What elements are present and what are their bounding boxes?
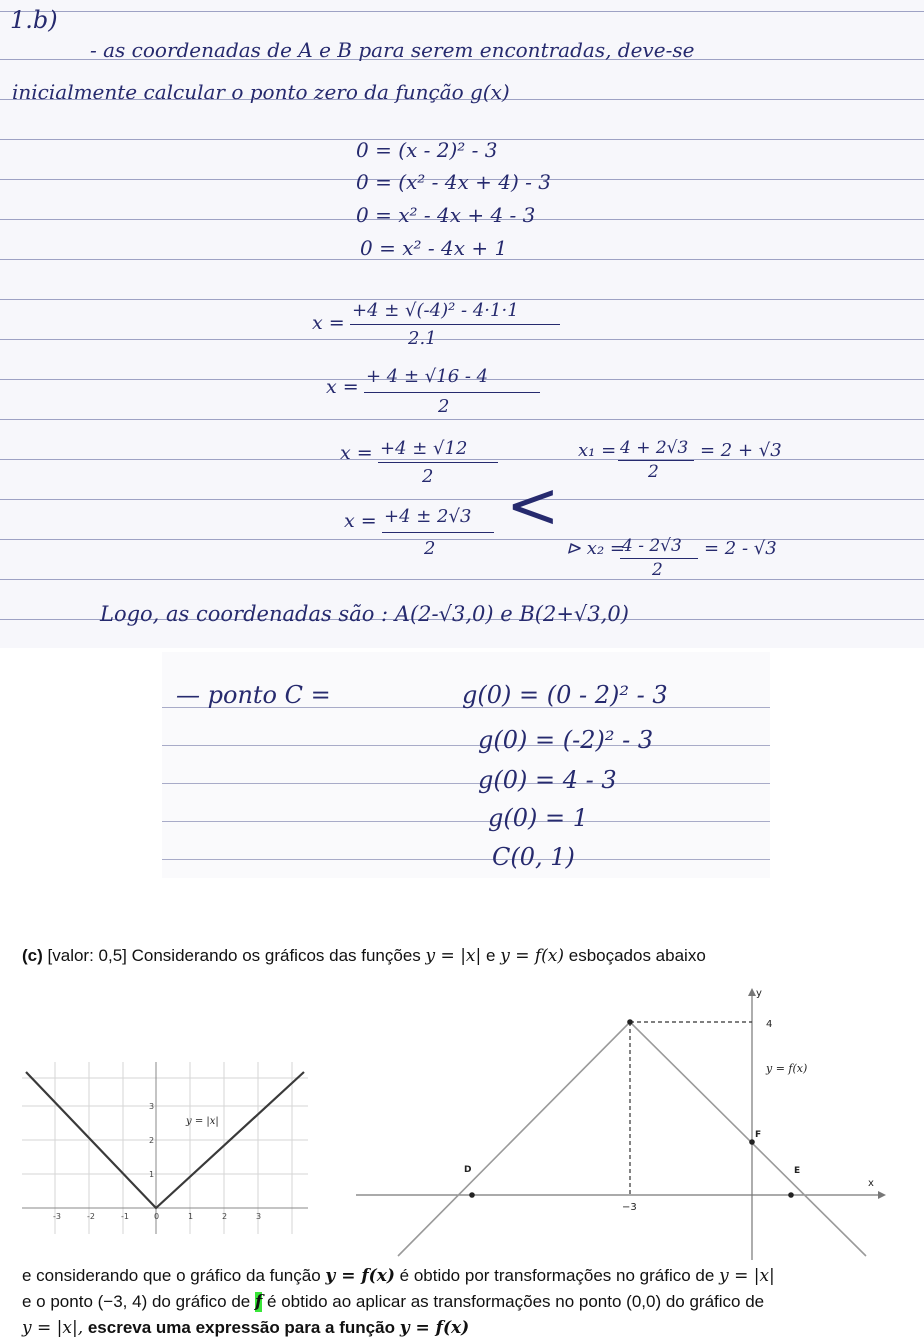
intro-line-2: inicialmente calcular o ponto zero da função g(x) [12, 80, 510, 104]
question-text-after: esboçados abaixo [568, 946, 706, 965]
vertex-point [627, 1019, 633, 1025]
point-c-step-2: g(0) = (-2)² - 3 [478, 726, 654, 754]
point-d [469, 1192, 475, 1198]
x2-denominator: 2 [652, 560, 663, 580]
point-c-label: — ponto C = [176, 681, 331, 709]
equation-2: 0 = (x² - 4x + 4) - 3 [356, 170, 551, 194]
tick-x-minus-3: −3 [622, 1202, 637, 1213]
bhaskara-3-numerator: +4 ± √12 [380, 438, 468, 459]
equation-4: 0 = x² - 4x + 1 [360, 236, 508, 260]
point-c-step-3: g(0) = 4 - 3 [478, 766, 617, 794]
bhaskara-4-denominator: 2 [424, 538, 436, 559]
point-e [788, 1192, 794, 1198]
question-line-2-b: é obtido por transformações no gráfico de [399, 1266, 715, 1285]
x1-numerator: 4 + 2√3 [620, 438, 689, 458]
equation-abs-x: y = |x| [719, 1266, 775, 1286]
x2-fraction-bar [620, 558, 698, 559]
conclusion-line: Logo, as coordenadas são : A(2-√3,0) e B(2+√3,0) [100, 602, 629, 626]
question-line-3 [22, 1292, 764, 1312]
equation-abs-x: y = |x|, [22, 1318, 84, 1338]
bhaskara-2-numerator: + 4 ± √16 - 4 [366, 366, 489, 387]
bhaskara-2-fraction-bar [364, 392, 540, 393]
x1-denominator: 2 [648, 462, 659, 482]
question-line-4 [22, 1318, 469, 1338]
graph-abs-x [22, 1062, 308, 1234]
question-instruction: escreva uma expressão para a função [87, 1318, 395, 1337]
y-axis-arrow [748, 988, 756, 996]
bhaskara-4-x: x = [344, 510, 377, 532]
x-axis-arrow [878, 1191, 886, 1199]
y-axis-label: y [756, 988, 762, 999]
bhaskara-2-denominator: 2 [438, 396, 450, 417]
x-tick-label: 3 [256, 1212, 262, 1221]
abs-x-label: y = |x| [186, 1116, 219, 1127]
y-tick-label: 2 [149, 1136, 155, 1145]
point-d-label: D [464, 1165, 472, 1175]
question-value: [valor: 0,5] [47, 946, 127, 965]
x-tick-label: 2 [222, 1212, 228, 1221]
x2-result: = 2 - √3 [704, 538, 777, 559]
question-line-3-a: e o ponto (−3, 4) do gráfico de [22, 1292, 251, 1311]
x2-label: ⊳ x₂ = [566, 538, 625, 559]
question-conj: e [485, 946, 496, 965]
point-c-step-4: g(0) = 1 [488, 804, 588, 832]
equation-3: 0 = x² - 4x + 4 - 3 [356, 203, 536, 227]
bhaskara-1-fraction-bar [350, 324, 560, 325]
question-text-before: Considerando os gráficos das funções [131, 946, 421, 965]
point-c-step-1: g(0) = (0 - 2)² - 3 [462, 681, 668, 709]
equation-f-x: y = f(x) [325, 1266, 395, 1286]
x-tick-label: 0 [154, 1212, 160, 1221]
equation-1: 0 = (x - 2)² - 3 [356, 138, 498, 162]
bhaskara-1-x: x = [312, 312, 345, 334]
question-line-2-a: e considerando que o gráfico da função [22, 1266, 321, 1285]
x-axis-label: x [868, 1178, 874, 1189]
point-c-result: C(0, 1) [492, 843, 575, 871]
question-header [22, 946, 706, 966]
x-tick-label: -2 [87, 1212, 95, 1221]
bhaskara-3-fraction-bar [378, 462, 498, 463]
x1-fraction-bar [618, 460, 694, 461]
x2-numerator: 4 - 2√3 [622, 536, 682, 556]
question-line-2 [22, 1266, 775, 1286]
y-tick-labels [149, 1102, 154, 1179]
equation-f-x: y = f(x) [500, 946, 564, 966]
bhaskara-3-denominator: 2 [422, 466, 434, 487]
y-tick-label: 1 [149, 1170, 155, 1179]
heading: 1.b) [10, 6, 58, 34]
point-e-label: E [794, 1166, 801, 1176]
highlighted-f: f [254, 1292, 263, 1312]
x-tick-label: 1 [188, 1212, 194, 1221]
x1-result: = 2 + √3 [700, 440, 782, 461]
x1-label: x₁ = [578, 440, 617, 461]
question-line-3-b: é obtido ao aplicar as transformações no ponto (0,0) do gráfico de [267, 1292, 765, 1311]
point-f-label: F [755, 1130, 762, 1140]
f-x-label: y = f(x) [766, 1062, 808, 1075]
bhaskara-2-x: x = [326, 376, 359, 398]
bhaskara-4-numerator: +4 ± 2√3 [384, 506, 472, 527]
bhaskara-3-x: x = [340, 442, 373, 464]
equation-abs-x: y = |x| [425, 946, 482, 966]
x-tick-label: -1 [121, 1212, 129, 1221]
bhaskara-4-fraction-bar [382, 532, 494, 533]
intro-line-1: - as coordenadas de A e B para serem encontradas, deve-se [90, 38, 695, 62]
y-tick-label: 3 [149, 1102, 155, 1111]
x-tick-label: -3 [53, 1212, 61, 1221]
bhaskara-1-numerator: +4 ± √(-4)² - 4·1·1 [352, 300, 519, 321]
f-x-curve [398, 1022, 866, 1256]
equation-f-x: y = f(x) [399, 1318, 470, 1338]
tick-y-4: 4 [766, 1019, 773, 1030]
question-label: (c) [22, 946, 43, 965]
graph-f-x [356, 984, 900, 1260]
point-f [749, 1139, 755, 1145]
x-tick-labels [53, 1212, 261, 1221]
branch-brace: < [506, 469, 560, 543]
bhaskara-1-denominator: 2.1 [408, 328, 437, 349]
